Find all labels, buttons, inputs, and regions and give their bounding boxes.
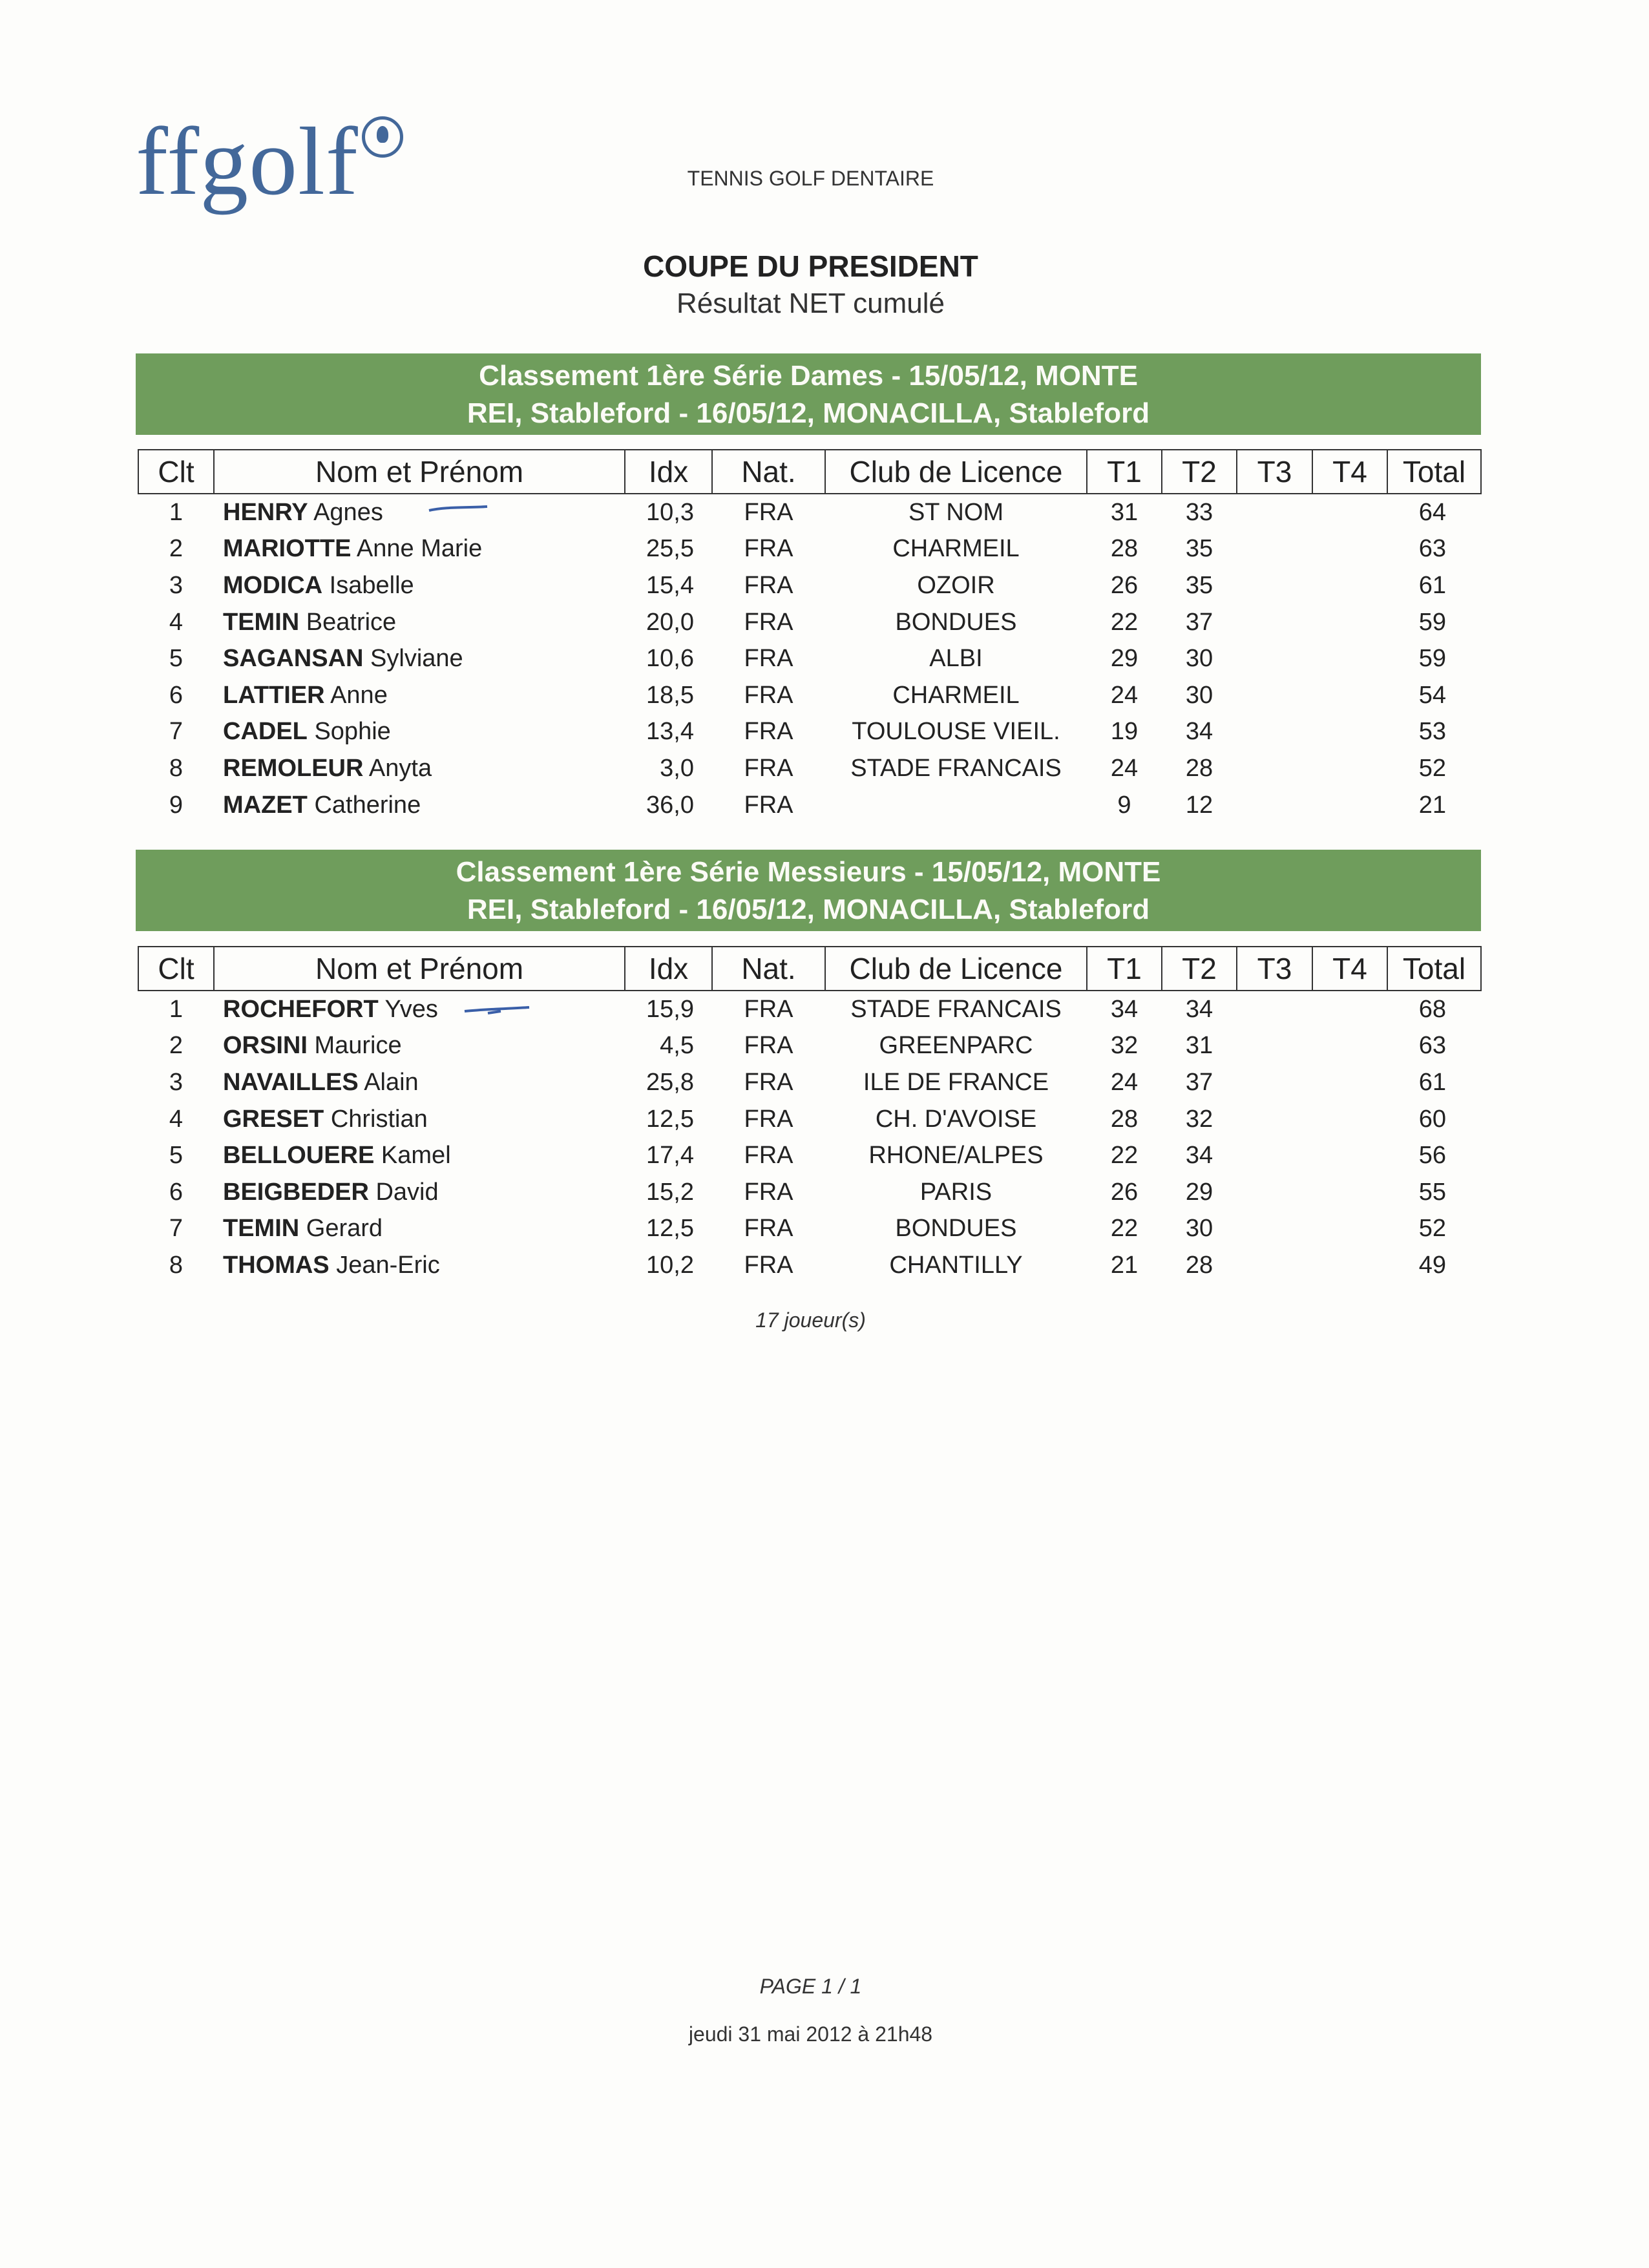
cell-total: 56 [1418, 1142, 1446, 1170]
cell-t2: 37 [1185, 1068, 1213, 1096]
cell-t4 [1312, 567, 1387, 604]
cell-nat: FRA [744, 718, 793, 746]
player-count: 17 joueur(s) [755, 1308, 866, 1332]
cell-club [825, 787, 1087, 824]
index-header: Idx [625, 450, 712, 494]
table-row [138, 1064, 1481, 1101]
cell-total: 59 [1418, 645, 1446, 673]
cell-clt: 3 [169, 1068, 184, 1096]
cell-t4 [1312, 1137, 1387, 1174]
cell-club: CHANTILLY [889, 1251, 1023, 1279]
round4-header: T4 [1312, 450, 1387, 494]
table-row [138, 750, 1481, 787]
cell-t1: 29 [1110, 645, 1139, 673]
cell-total: 21 [1418, 791, 1446, 819]
cell-t3 [1237, 1028, 1312, 1065]
player-last-name: ORSINI [223, 1032, 308, 1060]
player-first-name: Jean-Eric [336, 1251, 440, 1279]
cell-t2: 28 [1185, 754, 1213, 782]
cell-t4 [1312, 640, 1387, 677]
cell-idx: 18,5 [646, 681, 694, 709]
cell-t3 [1237, 991, 1312, 1028]
cell-total: 59 [1418, 608, 1446, 636]
cell-t4 [1312, 531, 1387, 568]
player-name [214, 714, 625, 751]
cell-t1: 22 [1110, 608, 1139, 636]
player-name [214, 991, 625, 1028]
page-number: PAGE 1 / 1 [759, 1975, 862, 1998]
player-name [214, 1137, 625, 1174]
cell-nat: FRA [744, 1251, 793, 1279]
table-row [138, 1247, 1481, 1284]
player-name [214, 1174, 625, 1211]
total-header: Total [1387, 450, 1481, 494]
section-banner-messieurs [136, 850, 1481, 931]
cell-clt: 5 [169, 1142, 184, 1170]
cell-clt: 2 [169, 535, 184, 563]
player-last-name: SAGANSAN [223, 645, 364, 673]
player-name [214, 494, 625, 531]
cell-club: GREENPARC [879, 1032, 1033, 1060]
cell-total: 52 [1418, 754, 1446, 782]
cell-clt: 9 [169, 791, 184, 819]
cell-t1: 9 [1117, 791, 1131, 819]
cell-idx: 17,4 [646, 1142, 694, 1170]
cell-t2: 34 [1185, 1142, 1213, 1170]
cell-t3 [1237, 531, 1312, 568]
cell-t1: 21 [1110, 1251, 1139, 1279]
cell-t3 [1237, 750, 1312, 787]
cell-club: BONDUES [895, 1215, 1017, 1243]
cell-nat: FRA [744, 1178, 793, 1206]
cell-idx: 25,5 [646, 535, 694, 563]
cell-idx: 3,0 [660, 754, 694, 782]
cell-idx: 15,9 [646, 995, 694, 1023]
cell-nat: FRA [744, 1105, 793, 1133]
cell-clt: 4 [169, 1105, 184, 1133]
round2-header: T2 [1162, 947, 1237, 991]
cell-club: TOULOUSE VIEIL. [852, 718, 1060, 746]
cell-t2: 35 [1185, 535, 1213, 563]
cell-t2: 34 [1185, 995, 1213, 1023]
player-first-name: Anne [330, 681, 388, 709]
table-row [138, 1174, 1481, 1211]
cell-total: 54 [1418, 681, 1446, 709]
cell-total: 55 [1418, 1178, 1446, 1206]
ffgolf-logo: ffgolf [136, 108, 359, 215]
cell-t2: 32 [1185, 1105, 1213, 1133]
pen-mark-icon [462, 1003, 533, 1018]
cell-t4 [1312, 494, 1387, 531]
player-name [214, 1064, 625, 1101]
rank-header: Clt [138, 450, 214, 494]
player-last-name: REMOLEUR [223, 754, 364, 782]
cell-t3 [1237, 640, 1312, 677]
cell-t3 [1237, 1064, 1312, 1101]
nationality-header: Nat. [712, 450, 825, 494]
rooster-icon [362, 116, 403, 158]
cell-t4 [1312, 991, 1387, 1028]
player-name [214, 1247, 625, 1284]
cell-idx: 10,6 [646, 645, 694, 673]
cell-idx: 36,0 [646, 791, 694, 819]
cell-club: ILE DE FRANCE [863, 1068, 1049, 1096]
cell-t4 [1312, 1174, 1387, 1211]
cell-t2: 33 [1185, 498, 1213, 526]
player-name [214, 531, 625, 568]
banner-line-2: REI, Stableford - 16/05/12, MONACILLA, Stableford [467, 397, 1150, 429]
cell-t4 [1312, 677, 1387, 714]
player-last-name: GRESET [223, 1105, 324, 1133]
player-name [214, 1211, 625, 1248]
cell-t2: 35 [1185, 571, 1213, 599]
name-header: Nom et Prénom [214, 947, 625, 991]
cell-t2: 34 [1185, 718, 1213, 746]
total-header: Total [1387, 947, 1481, 991]
table-row [138, 1101, 1481, 1138]
club-header: Club de Licence [825, 450, 1087, 494]
player-last-name: TEMIN [223, 1215, 300, 1243]
cell-total: 49 [1418, 1251, 1446, 1279]
table-row [138, 787, 1481, 824]
cell-club: CH. D'AVOISE [875, 1105, 1037, 1133]
cell-total: 60 [1418, 1105, 1446, 1133]
cell-t1: 34 [1110, 995, 1139, 1023]
cell-total: 63 [1418, 535, 1446, 563]
cell-club: ALBI [929, 645, 983, 673]
cell-t1: 28 [1110, 535, 1139, 563]
player-last-name: TEMIN [223, 608, 300, 636]
cell-t4 [1312, 787, 1387, 824]
cell-nat: FRA [744, 535, 793, 563]
page-subtitle: Résultat NET cumulé [677, 288, 945, 319]
round1-header: T1 [1087, 947, 1162, 991]
nationality-header: Nat. [712, 947, 825, 991]
cell-clt: 8 [169, 754, 184, 782]
cell-t4 [1312, 1211, 1387, 1248]
cell-t4 [1312, 1101, 1387, 1138]
table-row [138, 604, 1481, 641]
cell-club: BONDUES [895, 608, 1017, 636]
player-last-name: THOMAS [223, 1251, 330, 1279]
cell-t2: 28 [1185, 1251, 1213, 1279]
cell-idx: 12,5 [646, 1215, 694, 1243]
player-first-name: Isabelle [329, 571, 414, 599]
round3-header: T3 [1237, 947, 1312, 991]
player-first-name: Catherine [314, 791, 421, 819]
player-last-name: ROCHEFORT [223, 995, 379, 1023]
cell-t3 [1237, 1101, 1312, 1138]
cell-t2: 29 [1185, 1178, 1213, 1206]
round4-header: T4 [1312, 947, 1387, 991]
table-body-messieurs [138, 991, 1481, 1284]
cell-nat: FRA [744, 608, 793, 636]
cell-t2: 31 [1185, 1032, 1213, 1060]
cell-club: STADE FRANCAIS [850, 754, 1062, 782]
player-first-name: Anne Marie [356, 535, 483, 563]
banner-line-1: Classement 1ère Série Dames - 15/05/12, MONTE [479, 360, 1138, 392]
cell-idx: 13,4 [646, 718, 694, 746]
cell-club: PARIS [919, 1178, 993, 1206]
name-header: Nom et Prénom [214, 450, 625, 494]
cell-clt: 2 [169, 1032, 184, 1060]
cell-t4 [1312, 1064, 1387, 1101]
player-last-name: MAZET [223, 791, 308, 819]
cell-club: ST NOM [908, 498, 1004, 526]
cell-total: 61 [1418, 571, 1446, 599]
cell-t3 [1237, 494, 1312, 531]
cell-nat: FRA [744, 1068, 793, 1096]
cell-clt: 1 [169, 995, 184, 1023]
player-name [214, 750, 625, 787]
results-table-dames [138, 449, 1482, 823]
cell-nat: FRA [744, 1215, 793, 1243]
cell-t1: 28 [1110, 1105, 1139, 1133]
cell-club: RHONE/ALPES [868, 1142, 1044, 1170]
cell-t1: 26 [1110, 571, 1139, 599]
cell-nat: FRA [744, 498, 793, 526]
player-last-name: MODICA [223, 571, 323, 599]
cell-t3 [1237, 1137, 1312, 1174]
player-last-name: BELLOUERE [223, 1142, 375, 1170]
cell-total: 63 [1418, 1032, 1446, 1060]
cell-club: STADE FRANCAIS [850, 995, 1062, 1023]
cell-clt: 4 [169, 608, 184, 636]
cell-t3 [1237, 567, 1312, 604]
player-last-name: CADEL [223, 718, 308, 746]
cell-t4 [1312, 750, 1387, 787]
cell-t3 [1237, 604, 1312, 641]
organization-name: TENNIS GOLF DENTAIRE [687, 167, 934, 190]
rank-header: Clt [138, 947, 214, 991]
cell-clt: 1 [169, 498, 184, 526]
player-first-name: David [375, 1178, 439, 1206]
cell-clt: 6 [169, 1178, 184, 1206]
cell-clt: 3 [169, 571, 184, 599]
cell-t1: 31 [1110, 498, 1139, 526]
cell-total: 61 [1418, 1068, 1446, 1096]
cell-t1: 24 [1110, 754, 1139, 782]
cell-t2: 30 [1185, 681, 1213, 709]
round1-header: T1 [1087, 450, 1162, 494]
table-body-dames [138, 494, 1481, 823]
pen-mark-icon [426, 503, 491, 516]
cell-clt: 6 [169, 681, 184, 709]
cell-idx: 4,5 [660, 1032, 694, 1060]
cell-club: OZOIR [917, 571, 995, 599]
cell-clt: 5 [169, 645, 184, 673]
cell-t3 [1237, 1211, 1312, 1248]
cell-nat: FRA [744, 995, 793, 1023]
player-first-name: Gerard [306, 1215, 383, 1243]
cell-t3 [1237, 1247, 1312, 1284]
player-last-name: MARIOTTE [223, 535, 352, 563]
cell-t3 [1237, 714, 1312, 751]
cell-clt: 8 [169, 1251, 184, 1279]
cell-t1: 24 [1110, 681, 1139, 709]
player-first-name: Christian [330, 1105, 428, 1133]
cell-total: 64 [1418, 498, 1446, 526]
cell-total: 68 [1418, 995, 1446, 1023]
cell-idx: 10,3 [646, 498, 694, 526]
player-last-name: LATTIER [223, 681, 325, 709]
player-name [214, 677, 625, 714]
cell-club: CHARMEIL [892, 681, 1020, 709]
cell-nat: FRA [744, 571, 793, 599]
cell-nat: FRA [744, 1142, 793, 1170]
cell-nat: FRA [744, 645, 793, 673]
cell-nat: FRA [744, 1032, 793, 1060]
table-row [138, 640, 1481, 677]
cell-total: 53 [1418, 718, 1446, 746]
cell-total: 52 [1418, 1215, 1446, 1243]
banner-line-2: REI, Stableford - 16/05/12, MONACILLA, Stableford [467, 894, 1150, 925]
results-table-messieurs [138, 946, 1482, 1284]
player-first-name: Agnes [313, 498, 383, 526]
cell-t2: 30 [1185, 645, 1213, 673]
table-header-row [138, 947, 1481, 991]
cell-idx: 15,2 [646, 1178, 694, 1206]
player-name [214, 1028, 625, 1065]
cell-t1: 19 [1110, 718, 1139, 746]
cell-t4 [1312, 604, 1387, 641]
cell-nat: FRA [744, 791, 793, 819]
player-first-name: Maurice [314, 1032, 402, 1060]
player-first-name: Kamel [381, 1142, 451, 1170]
banner-line-1: Classement 1ère Série Messieurs - 15/05/12, MONTE [456, 856, 1161, 888]
cell-clt: 7 [169, 1215, 184, 1243]
cell-idx: 20,0 [646, 608, 694, 636]
table-row [138, 1028, 1481, 1065]
cell-t1: 24 [1110, 1068, 1139, 1096]
cell-t2: 12 [1185, 791, 1213, 819]
club-header: Club de Licence [825, 947, 1087, 991]
player-name [214, 1101, 625, 1138]
cell-idx: 15,4 [646, 571, 694, 599]
player-first-name: Yves [384, 995, 438, 1023]
player-last-name: NAVAILLES [223, 1068, 359, 1096]
cell-t2: 30 [1185, 1215, 1213, 1243]
table-row [138, 677, 1481, 714]
player-name [214, 567, 625, 604]
cell-t3 [1237, 677, 1312, 714]
table-row [138, 714, 1481, 751]
cell-t1: 32 [1110, 1032, 1139, 1060]
cell-idx: 25,8 [646, 1068, 694, 1096]
section-banner-dames [136, 353, 1481, 435]
index-header: Idx [625, 947, 712, 991]
cell-t4 [1312, 1247, 1387, 1284]
cell-t3 [1237, 787, 1312, 824]
table-row [138, 494, 1481, 531]
round3-header: T3 [1237, 450, 1312, 494]
table-row [138, 1137, 1481, 1174]
cell-nat: FRA [744, 754, 793, 782]
cell-t4 [1312, 1028, 1387, 1065]
table-header-row [138, 450, 1481, 494]
cell-t4 [1312, 714, 1387, 751]
cell-t3 [1237, 1174, 1312, 1211]
round2-header: T2 [1162, 450, 1237, 494]
player-name [214, 787, 625, 824]
cell-clt: 7 [169, 718, 184, 746]
cell-t1: 26 [1110, 1178, 1139, 1206]
table-row [138, 1211, 1481, 1248]
cell-club: CHARMEIL [892, 535, 1020, 563]
player-first-name: Sylviane [370, 645, 463, 673]
player-name [214, 640, 625, 677]
print-date: jeudi 31 mai 2012 à 21h48 [688, 2022, 933, 2046]
cell-idx: 10,2 [646, 1251, 694, 1279]
page-title: COUPE DU PRESIDENT [643, 249, 978, 283]
player-first-name: Sophie [314, 718, 391, 746]
table-row [138, 567, 1481, 604]
table-row [138, 991, 1481, 1028]
player-first-name: Anyta [368, 754, 432, 782]
cell-idx: 12,5 [646, 1105, 694, 1133]
table-row [138, 531, 1481, 568]
player-last-name: HENRY [223, 498, 308, 526]
cell-t1: 22 [1110, 1142, 1139, 1170]
cell-t2: 37 [1185, 608, 1213, 636]
player-last-name: BEIGBEDER [223, 1178, 369, 1206]
cell-t1: 22 [1110, 1215, 1139, 1243]
cell-nat: FRA [744, 681, 793, 709]
player-name [214, 604, 625, 641]
player-first-name: Beatrice [306, 608, 397, 636]
player-first-name: Alain [364, 1068, 419, 1096]
